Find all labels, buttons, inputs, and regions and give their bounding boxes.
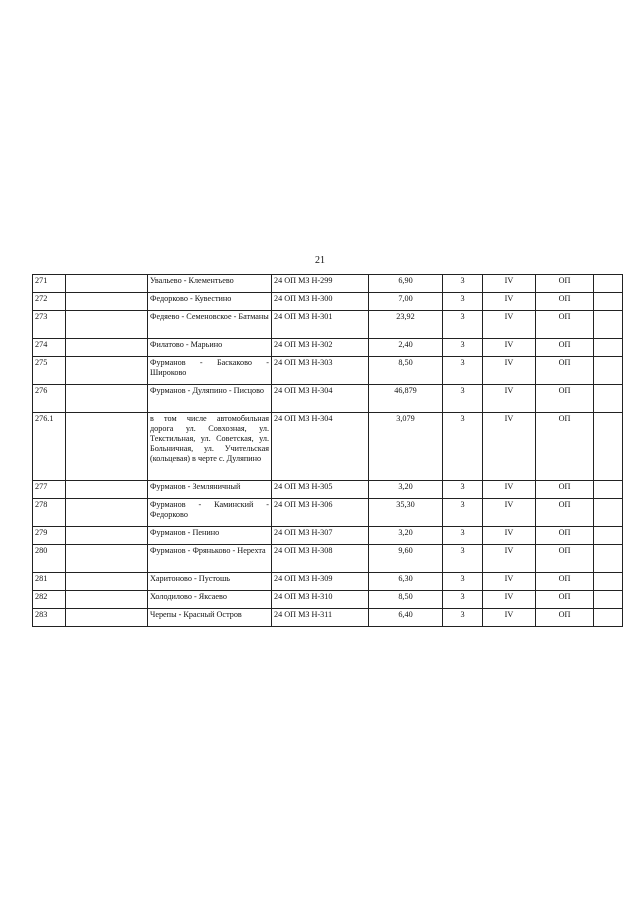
road-category: 3 [443,573,483,591]
empty-cell [594,499,623,527]
row-number: 273 [33,311,66,339]
road-code: 24 ОП МЗ Н-301 [272,311,369,339]
road-class: IV [483,275,536,293]
empty-cell [594,591,623,609]
road-type: ОП [536,311,594,339]
empty-cell [594,357,623,385]
road-type: ОП [536,339,594,357]
road-category: 3 [443,311,483,339]
road-class: IV [483,499,536,527]
empty-cell [594,339,623,357]
row-number: 272 [33,293,66,311]
road-class: IV [483,293,536,311]
road-type: ОП [536,481,594,499]
road-type: ОП [536,609,594,627]
table-row [33,545,623,573]
road-length: 8,50 [369,591,443,609]
road-code: 24 ОП МЗ Н-305 [272,481,369,499]
road-length: 6,90 [369,275,443,293]
empty-cell [594,275,623,293]
road-name: Фурманов - Дуляпино - Писцово [148,385,272,413]
road-name: Фурманов - Пенино [148,527,272,545]
road-name: Фурманов - Земляничный [148,481,272,499]
road-code: 24 ОП МЗ Н-307 [272,527,369,545]
row-number: 271 [33,275,66,293]
table-row [33,609,623,627]
road-category: 3 [443,357,483,385]
roads-table-body [33,275,623,627]
road-code: 24 ОП МЗ Н-299 [272,275,369,293]
empty-cell [66,413,148,481]
table-row [33,275,623,293]
road-code: 24 ОП МЗ Н-308 [272,545,369,573]
empty-cell [66,311,148,339]
road-name: Увальево - Клементьево [148,275,272,293]
road-type: ОП [536,385,594,413]
road-length: 3,20 [369,527,443,545]
road-type: ОП [536,573,594,591]
road-class: IV [483,573,536,591]
empty-cell [594,413,623,481]
road-code: 24 ОП МЗ Н-311 [272,609,369,627]
empty-cell [594,609,623,627]
road-code: 24 ОП МЗ Н-306 [272,499,369,527]
row-number: 280 [33,545,66,573]
row-number: 276.1 [33,413,66,481]
table-row [33,481,623,499]
empty-cell [66,591,148,609]
road-code: 24 ОП МЗ Н-310 [272,591,369,609]
road-length: 8,50 [369,357,443,385]
road-type: ОП [536,357,594,385]
road-category: 3 [443,527,483,545]
road-class: IV [483,311,536,339]
road-type: ОП [536,413,594,481]
page-number: 21 [315,255,325,266]
road-name: Холодилово - Яксаево [148,591,272,609]
empty-cell [594,545,623,573]
road-length: 6,30 [369,573,443,591]
empty-cell [66,275,148,293]
empty-cell [66,385,148,413]
road-category: 3 [443,275,483,293]
road-category: 3 [443,293,483,311]
empty-cell [594,293,623,311]
empty-cell [66,499,148,527]
row-number: 276 [33,385,66,413]
road-category: 3 [443,385,483,413]
road-category: 3 [443,609,483,627]
empty-cell [594,481,623,499]
road-name: Федяево - Семеновское - Батманы [148,311,272,339]
road-length: 6,40 [369,609,443,627]
row-number: 283 [33,609,66,627]
road-code: 24 ОП МЗ Н-302 [272,339,369,357]
road-class: IV [483,591,536,609]
road-code: 24 ОП МЗ Н-304 [272,413,369,481]
road-name: в том числе автомобильная дорога ул. Совхозная, ул. Текстильная, ул. Советская, ул. Больничная, ул. Учительская (кольцевая) в черте с. Дуляпино [148,413,272,481]
table-row [33,311,623,339]
empty-cell [594,385,623,413]
empty-cell [66,339,148,357]
road-class: IV [483,339,536,357]
road-length: 35,30 [369,499,443,527]
table-row [33,293,623,311]
road-name: Черепы - Красный Остров [148,609,272,627]
empty-cell [66,481,148,499]
road-class: IV [483,481,536,499]
road-class: IV [483,527,536,545]
table-row [33,357,623,385]
empty-cell [66,573,148,591]
road-category: 3 [443,339,483,357]
road-type: ОП [536,527,594,545]
road-category: 3 [443,499,483,527]
table-row [33,385,623,413]
road-length: 46,879 [369,385,443,413]
road-category: 3 [443,545,483,573]
row-number: 281 [33,573,66,591]
road-length: 9,60 [369,545,443,573]
road-name: Харитоново - Пустошь [148,573,272,591]
road-length: 3,079 [369,413,443,481]
road-code: 24 ОП МЗ Н-303 [272,357,369,385]
roads-table [32,274,623,627]
empty-cell [594,573,623,591]
table-row [33,339,623,357]
road-code: 24 ОП МЗ Н-300 [272,293,369,311]
empty-cell [66,545,148,573]
road-type: ОП [536,499,594,527]
road-type: ОП [536,545,594,573]
empty-cell [66,357,148,385]
road-name: Фурманов - Баскаково - Широково [148,357,272,385]
road-name: Федорково - Кувестино [148,293,272,311]
road-name: Фурманов - Каминский - Федорково [148,499,272,527]
road-length: 3,20 [369,481,443,499]
row-number: 282 [33,591,66,609]
table-row [33,413,623,481]
road-code: 24 ОП МЗ Н-309 [272,573,369,591]
road-category: 3 [443,413,483,481]
empty-cell [594,527,623,545]
table-row [33,573,623,591]
empty-cell [66,293,148,311]
table-row [33,527,623,545]
road-type: ОП [536,293,594,311]
table-row [33,591,623,609]
road-name: Фурманов - Фряньково - Нерехта [148,545,272,573]
empty-cell [66,609,148,627]
road-type: ОП [536,275,594,293]
road-category: 3 [443,591,483,609]
empty-cell [594,311,623,339]
road-class: IV [483,385,536,413]
row-number: 279 [33,527,66,545]
road-name: Филатово - Марьино [148,339,272,357]
row-number: 274 [33,339,66,357]
row-number: 275 [33,357,66,385]
empty-cell [66,527,148,545]
road-class: IV [483,413,536,481]
road-type: ОП [536,591,594,609]
road-category: 3 [443,481,483,499]
road-length: 2,40 [369,339,443,357]
row-number: 277 [33,481,66,499]
road-code: 24 ОП МЗ Н-304 [272,385,369,413]
table-row [33,499,623,527]
road-class: IV [483,545,536,573]
row-number: 278 [33,499,66,527]
road-length: 23,92 [369,311,443,339]
road-length: 7,00 [369,293,443,311]
road-class: IV [483,609,536,627]
road-class: IV [483,357,536,385]
